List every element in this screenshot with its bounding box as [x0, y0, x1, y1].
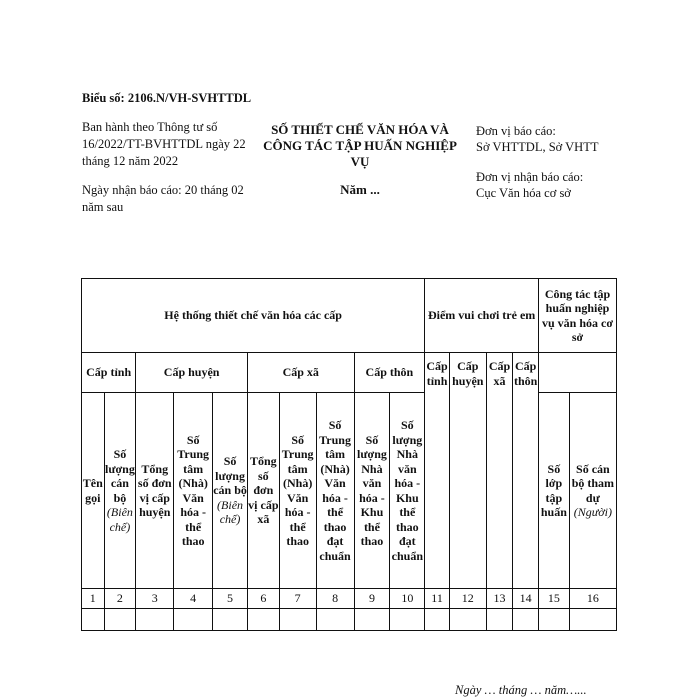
report-title: SỐ THIẾT CHẾ VĂN HÓA VÀ CÔNG TÁC TẬP HUẤN NGHIỆP VỤ: [263, 122, 457, 169]
data-cell[interactable]: [513, 609, 539, 631]
col-number: 12: [449, 589, 486, 609]
play-commune-header: Cấp xã: [486, 353, 513, 589]
level-village-header: Cấp thôn: [354, 353, 425, 393]
data-cell[interactable]: [390, 609, 425, 631]
data-cell[interactable]: [569, 609, 616, 631]
col-classes-header: Số lớp tập huấn: [539, 393, 570, 589]
play-village-header: Cấp thôn: [513, 353, 539, 589]
data-cell[interactable]: [279, 609, 316, 631]
col-number: 4: [174, 589, 213, 609]
col-staff-province-unit: (Biên chế): [106, 505, 133, 534]
col-staff-province-label: Số lượng cán bộ: [104, 447, 135, 505]
data-cell[interactable]: [539, 609, 570, 631]
col-number: 3: [136, 589, 174, 609]
col-participants-label: Số cán bộ tham dự: [571, 461, 615, 505]
col-number: 11: [425, 589, 450, 609]
form-header-left: [82, 90, 257, 228]
level-province-header: Cấp tỉnh: [82, 353, 136, 393]
col-house-village-std-header: Số lượng Nhà văn hóa - Khu thể thao đạt chuẩn: [390, 393, 425, 589]
col-number: 9: [354, 589, 390, 609]
receiving-unit-value: Cục Văn hóa cơ sở: [476, 186, 571, 200]
data-cell[interactable]: [213, 609, 248, 631]
form-header-center: [255, 122, 465, 198]
col-total-commune-header: Tổng số đơn vị cấp xã: [247, 393, 279, 589]
data-cell[interactable]: [104, 609, 136, 631]
col-center-commune-header: Số Trung tâm (Nhà) Văn hóa - thể thao: [279, 393, 316, 589]
level-district-header: Cấp huyện: [136, 353, 248, 393]
data-cell[interactable]: [354, 609, 390, 631]
receiving-unit-label: Đơn vị nhận báo cáo:: [476, 170, 584, 184]
issued-by-text: Ban hành theo Thông tư số 16/2022/TT-BVHTTDL ngày 22 tháng 12 năm 2022: [82, 120, 246, 168]
col-number: 6: [247, 589, 279, 609]
group-training-header: Công tác tập huấn nghiệp vụ văn hóa cơ sở: [539, 279, 617, 353]
data-cell[interactable]: [247, 609, 279, 631]
receive-date-text: Ngày nhận báo cáo: 20 tháng 02 năm sau: [82, 183, 244, 214]
data-cell[interactable]: [486, 609, 513, 631]
col-number: 16: [569, 589, 616, 609]
col-number: 15: [539, 589, 570, 609]
form-code: Biểu số: 2106.N/VH-SVHTTDL: [82, 91, 252, 105]
col-number: 2: [104, 589, 136, 609]
level-commune-header: Cấp xã: [247, 353, 354, 393]
data-cell[interactable]: [174, 609, 213, 631]
col-number: 5: [213, 589, 248, 609]
col-participants-unit: (Người): [573, 505, 612, 519]
col-house-village-header: Số lượng Nhà văn hóa - Khu thể thao: [354, 393, 390, 589]
reporting-unit-label: Đơn vị báo cáo:: [476, 124, 556, 138]
group-system-header: Hệ thống thiết chế văn hóa các cấp: [82, 279, 425, 353]
data-cell[interactable]: [136, 609, 174, 631]
report-year: Năm ...: [340, 182, 380, 197]
col-number: 10: [390, 589, 425, 609]
col-staff-district-label: Số lượng cán bộ: [213, 454, 247, 498]
col-number: 13: [486, 589, 513, 609]
data-cell[interactable]: [449, 609, 486, 631]
report-table: [81, 278, 617, 631]
col-name-header: Tên gọi: [82, 393, 105, 589]
col-participants-header: [569, 393, 616, 589]
col-number: 1: [82, 589, 105, 609]
training-empty-cell: [539, 353, 617, 393]
data-cell[interactable]: [82, 609, 105, 631]
column-number-row: [82, 589, 617, 609]
col-number: 8: [316, 589, 354, 609]
col-staff-district-header: [213, 393, 248, 589]
col-number: 14: [513, 589, 539, 609]
data-cell[interactable]: [425, 609, 450, 631]
data-cell[interactable]: [316, 609, 354, 631]
col-staff-district-unit: (Biên chế): [217, 497, 244, 527]
col-number: 7: [279, 589, 316, 609]
col-center-commune-std-header: Số Trung tâm (Nhà) Văn hóa - thể thao đạt chuẩn: [316, 393, 354, 589]
date-line: Ngày … tháng … năm…...: [455, 683, 587, 697]
data-entry-row: [82, 609, 617, 631]
play-district-header: Cấp huyện: [449, 353, 486, 589]
play-province-header: Cấp tỉnh: [425, 353, 450, 589]
col-total-district-header: Tổng số đơn vị cấp huyện: [136, 393, 174, 589]
col-center-district-header: Số Trung tâm (Nhà) Văn hóa - thể thao: [174, 393, 213, 589]
form-header-right: [476, 123, 636, 215]
col-staff-province-header: [104, 393, 136, 589]
reporting-unit-value: Sở VHTTDL, Sở VHTT: [476, 140, 599, 154]
group-play-header: Điểm vui chơi trẻ em: [425, 279, 539, 353]
